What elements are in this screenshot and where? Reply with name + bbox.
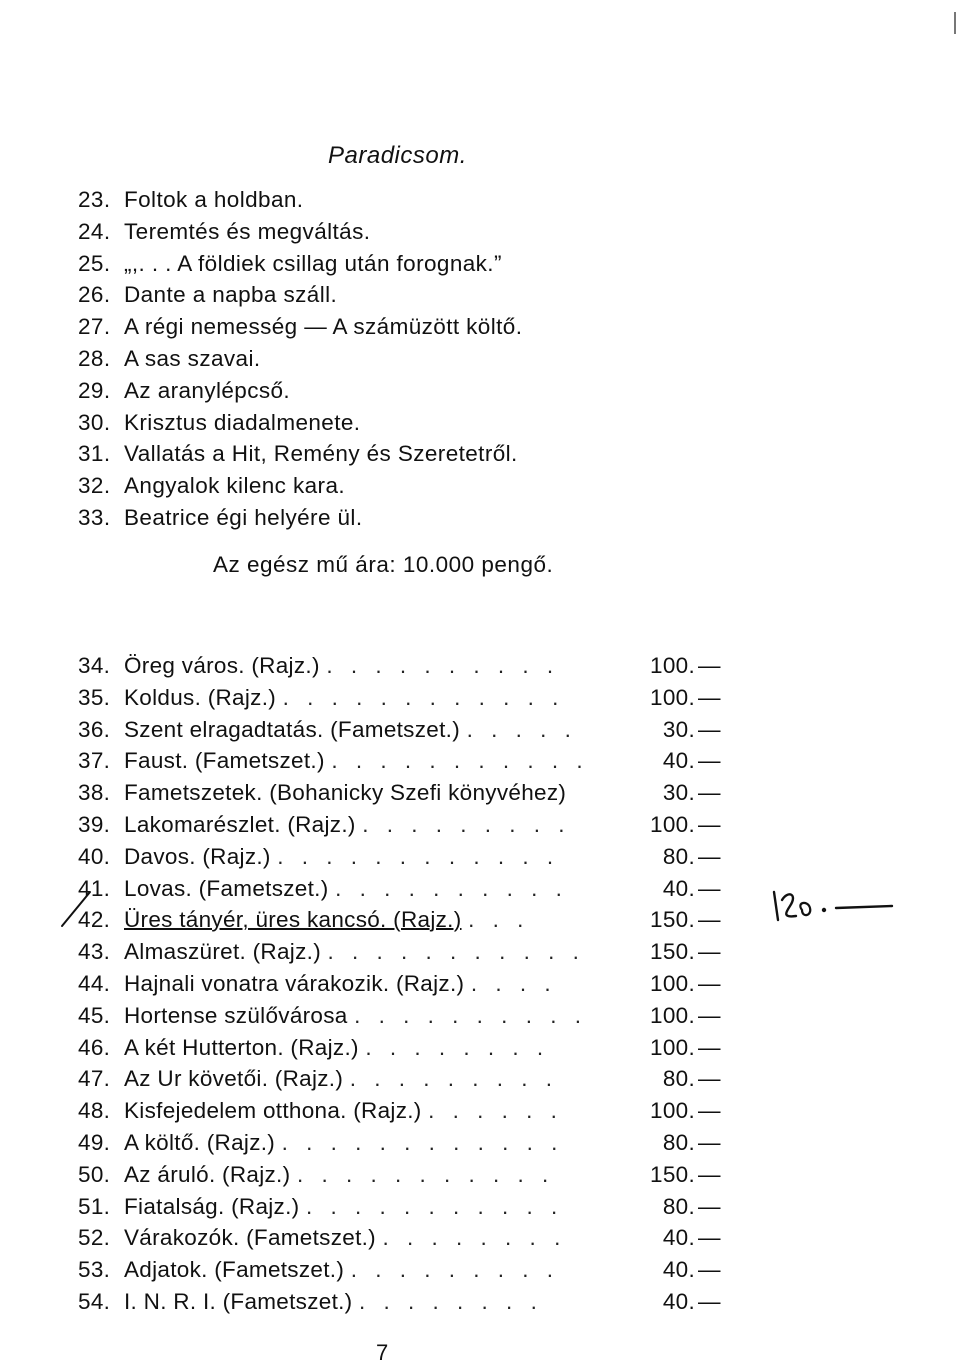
item-number: 32. xyxy=(78,473,111,499)
price-dash: — xyxy=(698,716,721,742)
item-number: 24. xyxy=(78,218,111,244)
item-title: Az áruló. (Rajz.) xyxy=(124,1161,291,1187)
item-title: Szent elragadtatás. (Fametszet.) xyxy=(124,716,460,742)
price-dash: — xyxy=(698,1161,721,1187)
list-item xyxy=(78,248,522,280)
list-item xyxy=(78,216,522,248)
item-number: 31. xyxy=(78,441,111,467)
item-number: 33. xyxy=(78,504,111,530)
item-title: Faust. (Fametszet.) xyxy=(124,748,325,774)
item-number: 46. xyxy=(78,1034,111,1060)
list-item xyxy=(78,184,522,216)
page-title: Paradicsom. xyxy=(328,142,467,169)
item-number: 40. xyxy=(78,843,111,869)
leader-dots: . . . . xyxy=(470,970,557,996)
artwork-price-list xyxy=(78,650,721,1318)
leader-dots: . . . . . . . . . . xyxy=(326,653,560,678)
price-dash: — xyxy=(698,1257,721,1283)
price-row xyxy=(78,1000,721,1032)
leader-dots: . . . . . . . . . . . xyxy=(327,939,585,965)
leader-dots: . . . . . . . . xyxy=(365,1034,550,1060)
item-number: 35. xyxy=(78,684,111,710)
item-title: Fametszetek. (Bohanicky Szefi könyvéhez) xyxy=(124,780,567,806)
price-dash: — xyxy=(698,907,721,933)
leader-dots: . . . . . . xyxy=(428,1098,563,1124)
item-number: 54. xyxy=(78,1288,111,1314)
price-dash: — xyxy=(698,653,721,678)
leader-dots: . . . . . . . . . . xyxy=(354,1002,587,1028)
edge-mark xyxy=(954,12,956,34)
handwritten-slash-mark xyxy=(60,888,100,928)
item-price: 80. xyxy=(662,1193,695,1219)
item-title: Angyalok kilenc kara. xyxy=(124,473,346,499)
item-price: 40. xyxy=(662,875,695,901)
price-dash: — xyxy=(698,1034,721,1060)
item-price: 30. xyxy=(662,716,695,742)
item-price: 40. xyxy=(662,1225,695,1251)
price-dash: — xyxy=(698,780,721,806)
item-title: Davos. (Rajz.) xyxy=(124,843,271,869)
item-price: 40. xyxy=(662,748,695,774)
item-title: Adjatok. (Fametszet.) xyxy=(124,1257,345,1283)
item-title: Várakozók. (Fametszet.) xyxy=(124,1225,376,1251)
leader-dots: . . . . . . . . . xyxy=(350,1257,559,1283)
price-row xyxy=(78,873,721,905)
item-title: A költő. (Rajz.) xyxy=(124,1129,276,1155)
item-number: 53. xyxy=(78,1257,111,1283)
price-row xyxy=(78,968,721,1000)
item-number: 42. xyxy=(78,907,111,933)
item-title: Dante a napba száll. xyxy=(124,282,338,308)
item-number: 43. xyxy=(78,939,111,965)
list-item xyxy=(78,438,522,470)
price-dash: — xyxy=(698,748,721,774)
item-price: 80. xyxy=(662,843,695,869)
item-title: Krisztus diadalmenete. xyxy=(124,409,361,435)
item-title: Fiatalság. (Rajz.) xyxy=(124,1193,300,1219)
leader-dots: . . . . . . . . . . xyxy=(335,875,568,901)
item-price: 80. xyxy=(662,1129,695,1155)
item-number: 26. xyxy=(78,282,111,308)
list-item xyxy=(78,279,522,311)
item-title: Az aranylépcső. xyxy=(124,377,291,403)
item-number: 36. xyxy=(78,716,111,742)
item-title: Az Ur követői. (Rajz.) xyxy=(124,1066,344,1092)
leader-dots: . . . . . . . . xyxy=(382,1225,567,1251)
price-dash: — xyxy=(698,875,721,901)
price-dash: — xyxy=(698,1193,721,1219)
price-row xyxy=(78,1254,721,1286)
canto-list xyxy=(78,184,522,534)
list-item xyxy=(78,311,522,343)
item-number: 28. xyxy=(78,345,111,371)
list-item xyxy=(78,343,522,375)
item-title: Lovas. (Fametszet.) xyxy=(124,875,329,901)
item-price: 100. xyxy=(650,653,695,678)
price-row xyxy=(78,841,721,873)
leader-dots: . . . . . . . . . . . xyxy=(306,1193,564,1219)
price-row xyxy=(78,1286,721,1318)
item-title: Hortense szülővárosa xyxy=(124,1002,348,1028)
item-title: A régi nemesség — A számüzött költő. xyxy=(124,314,523,340)
price-row xyxy=(78,1095,721,1127)
item-price: 100. xyxy=(650,1098,695,1124)
item-price: 150. xyxy=(650,907,695,933)
price-row xyxy=(78,745,721,777)
item-title: Koldus. (Rajz.) xyxy=(124,684,277,710)
total-price-note: Az egész mű ára: 10.000 pengő. xyxy=(213,552,554,577)
item-price: 100. xyxy=(650,1002,695,1028)
item-title: Vallatás a Hit, Remény és Szeretetről. xyxy=(124,441,518,467)
page-number: 7 xyxy=(376,1340,389,1365)
item-number: 50. xyxy=(78,1161,111,1187)
item-title: „,. . . A földiek csillag után forognak.” xyxy=(124,250,502,276)
item-price: 100. xyxy=(650,1034,695,1060)
price-dash: — xyxy=(698,1002,721,1028)
handwritten-price-note xyxy=(768,880,898,930)
item-number: 23. xyxy=(78,187,111,212)
price-row xyxy=(78,1063,721,1095)
item-number: 37. xyxy=(78,748,111,774)
item-title: A sas szavai. xyxy=(124,345,261,371)
leader-dots: . . . . . . . . . . . xyxy=(296,1161,555,1187)
price-dash: — xyxy=(698,939,721,965)
item-number: 51. xyxy=(78,1193,111,1219)
item-price: 30. xyxy=(662,780,695,806)
item-title: Foltok a holdban. xyxy=(124,187,304,212)
price-dash: — xyxy=(698,684,721,710)
price-row xyxy=(78,809,721,841)
price-row xyxy=(78,1222,721,1254)
item-number: 38. xyxy=(78,780,111,806)
item-price: 100. xyxy=(650,811,695,837)
item-number: 34. xyxy=(78,653,111,678)
item-number: 30. xyxy=(78,409,111,435)
price-row xyxy=(78,650,721,682)
item-number: 52. xyxy=(78,1225,111,1251)
price-dash: — xyxy=(698,970,721,996)
item-number: 44. xyxy=(78,970,111,996)
item-title: Öreg város. (Rajz.) xyxy=(124,653,320,678)
item-price: 40. xyxy=(662,1257,695,1283)
list-item xyxy=(78,407,522,439)
item-title: Kisfejedelem otthona. (Rajz.) xyxy=(124,1098,422,1124)
list-item xyxy=(78,502,522,534)
item-title: I. N. R. I. (Fametszet.) xyxy=(124,1288,353,1314)
leader-dots: . . . . . . . . . xyxy=(362,811,571,837)
price-dash: — xyxy=(698,1066,721,1092)
item-price: 150. xyxy=(650,939,695,965)
item-number: 27. xyxy=(78,314,111,340)
item-title: Almaszüret. (Rajz.) xyxy=(124,939,321,965)
price-dash: — xyxy=(698,1098,721,1124)
price-row xyxy=(78,714,721,746)
leader-dots: . . . . . . . . . . . xyxy=(331,748,589,774)
item-number: 41. xyxy=(78,875,111,901)
leader-dots: . . . . . xyxy=(466,716,577,742)
item-title: Hajnali vonatra várakozik. (Rajz.) xyxy=(124,970,465,996)
price-row xyxy=(78,936,721,968)
item-title: Beatrice égi helyére ül. xyxy=(124,504,363,530)
leader-dots: . . . . . . . . xyxy=(359,1288,543,1314)
leader-dots: . . . . . . . . . xyxy=(349,1066,558,1092)
leader-dots: . . . . . . . . . . . . xyxy=(282,684,565,710)
item-title: Üres tányér, üres kancsó. (Rajz.) xyxy=(124,907,462,933)
item-price: 150. xyxy=(650,1161,695,1187)
price-row xyxy=(78,1032,721,1064)
item-title: A két Hutterton. (Rajz.) xyxy=(124,1034,359,1060)
price-row xyxy=(78,1191,721,1223)
item-number: 39. xyxy=(78,811,111,837)
price-row xyxy=(78,777,721,809)
leader-dots: . . . . . . . . . . . . xyxy=(281,1129,564,1155)
item-price: 100. xyxy=(650,684,695,710)
item-title: Teremtés és megváltás. xyxy=(124,218,371,244)
item-price: 40. xyxy=(662,1288,695,1314)
item-price: 80. xyxy=(662,1066,695,1092)
leader-dots: . . . . . . . . . . . . xyxy=(277,843,560,869)
item-title: Lakomarészlet. (Rajz.) xyxy=(124,811,356,837)
price-dash: — xyxy=(698,811,721,837)
item-number: 45. xyxy=(78,1002,111,1028)
price-row-annotated xyxy=(78,904,721,936)
price-row xyxy=(78,682,721,714)
item-number: 25. xyxy=(78,250,111,276)
list-item xyxy=(78,470,522,502)
leader-dots: . . . xyxy=(468,907,530,933)
price-dash: — xyxy=(698,1288,721,1314)
item-number: 47. xyxy=(78,1066,111,1092)
item-number: 48. xyxy=(78,1098,111,1124)
item-number: 29. xyxy=(78,377,111,403)
list-item xyxy=(78,375,522,407)
item-number: 49. xyxy=(78,1129,111,1155)
price-row xyxy=(78,1159,721,1191)
price-dash: — xyxy=(698,843,721,869)
price-dash: — xyxy=(698,1225,721,1251)
item-price: 100. xyxy=(650,970,695,996)
price-row xyxy=(78,1127,721,1159)
price-dash: — xyxy=(698,1129,721,1155)
